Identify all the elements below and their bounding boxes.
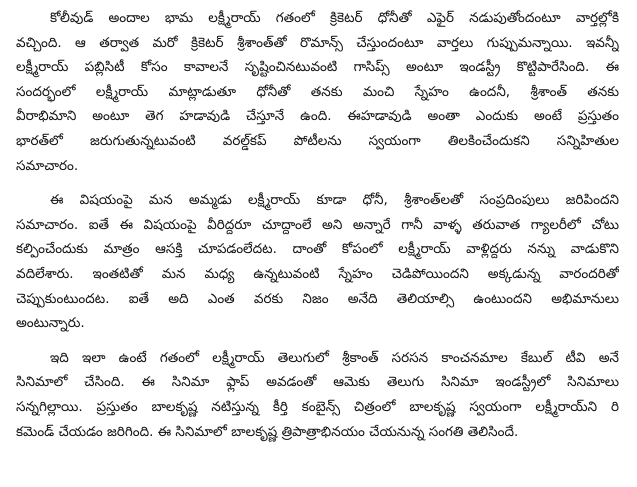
- text-line: కోలీవుడ్ అందాల భామ లక్ష్మీరాయ్ గతంలో క్రికెటర్ ధోనీతో ఎఫైర్ నడుపుతోందంటూ వార్తల్లోకి: [50, 10, 619, 26]
- text-line: ఇది ఇలా ఉంటే గతంలో లక్ష్మీరాయ్ తెలుగులో శ్రీకాంత్ సరసన కాంచనమాల కేబుల్ టీవి అనే: [50, 349, 619, 366]
- text-line: వదిలేశారు. ఇంతటితో మన మధ్య ఉన్నటువంటి స్నేహం చెడిపోయిందని అక్కడున్న వారందరితో: [16, 265, 619, 282]
- text-line: సమాచారం.: [16, 157, 79, 174]
- text-line: లక్ష్మీరాయ్ పబ్లిసిటీ కోసం కావాలనే సృష్టించినటువంటి గాసిప్స్ అంటూ ఇండస్ట్రీ కొట్టిపారేసింది. ఈ: [16, 59, 619, 76]
- text-line: ఈ విషయంపై మన అమ్మడు లక్ష్మీరాయ్ కూడా ధోనీ, శ్రీశాంత్‌లతో సంప్రదింపులు జరిపిందని: [50, 192, 619, 209]
- text-line: సన్నగిల్లాయి. ప్రస్తుతం బాలకృష్ణ నటిస్తున్న కీర్తి కంబైన్స్ చిత్రంలో బాలకృష్ణ స్వయంగా లక్ష్మీరాయ్‌ని రి: [16, 398, 619, 415]
- article-paragraph-3: [16, 346, 619, 444]
- text-line: చెప్పుకుంటుందట. ఐతే అది ఎంత వరకు నిజం అనేది తెలియాల్సి ఉంటుందని అభిమానులు: [16, 290, 619, 307]
- text-line: సినిమాలో చేసింది. ఈ సినిమా ఫ్లాప్ అవడంతో ఆమెకు తెలుగు సినిమా ఇండస్ట్రీలో సినిమాలు: [16, 374, 619, 391]
- text-line: కల్పించేందుకు మాత్రం ఆసక్తి చూపడంలేదట. దాంతో కోపంలో లక్ష్మీరాయ్ వాళ్లిద్దరు నన్ను వాడుకొని: [16, 241, 619, 258]
- text-line: సందర్భంలో లక్ష్మీరాయ్ మాట్లాడుతూ ధోనీతో తనకు మంచి స్నేహం ఉందనీ, శ్రీశాంత్ తనకు: [16, 83, 619, 100]
- text-line: సమాచారం. ఐతే ఈ విషయంపై వీరిద్దరూ చూద్దాంలే అని అన్నారే గానీ వాళ్ళ తరువాత గ్యాలరీలో చోటు: [16, 216, 619, 233]
- article-paragraph-2: [16, 188, 619, 336]
- text-line: వీరాభిమాని అంటూ తెగ హడావుడి చేస్తూనే ఉంది. ఈహడావుడి అంతా ఎందుకు అంటే ప్రస్తుతం: [16, 108, 619, 125]
- text-line: కమెండ్ చేయడం జరిగింది. ఈ సినిమాలో బాలకృష్ణ త్రిపాత్రాభినయం చేయనున్న సంగతి తెలిసిందే.: [16, 423, 519, 440]
- text-line: అంటున్నారు.: [16, 315, 85, 332]
- article-paragraph-1: [16, 6, 619, 178]
- text-line: భారత్‌లో జరుగుతున్నటువంటి వరల్డ్‌కప్ పోటీలను స్వయంగా తిలకించేందుకని సన్నిహితుల: [16, 132, 619, 149]
- text-line: వచ్చింది. ఆ తర్వాత మరో క్రికెటర్ శ్రీశాంత్‌తో రొమాన్స్ చేస్తుందంటూ వార్తలు గుప్పుమన్నాయి. ఇవన్నీ: [16, 34, 619, 51]
